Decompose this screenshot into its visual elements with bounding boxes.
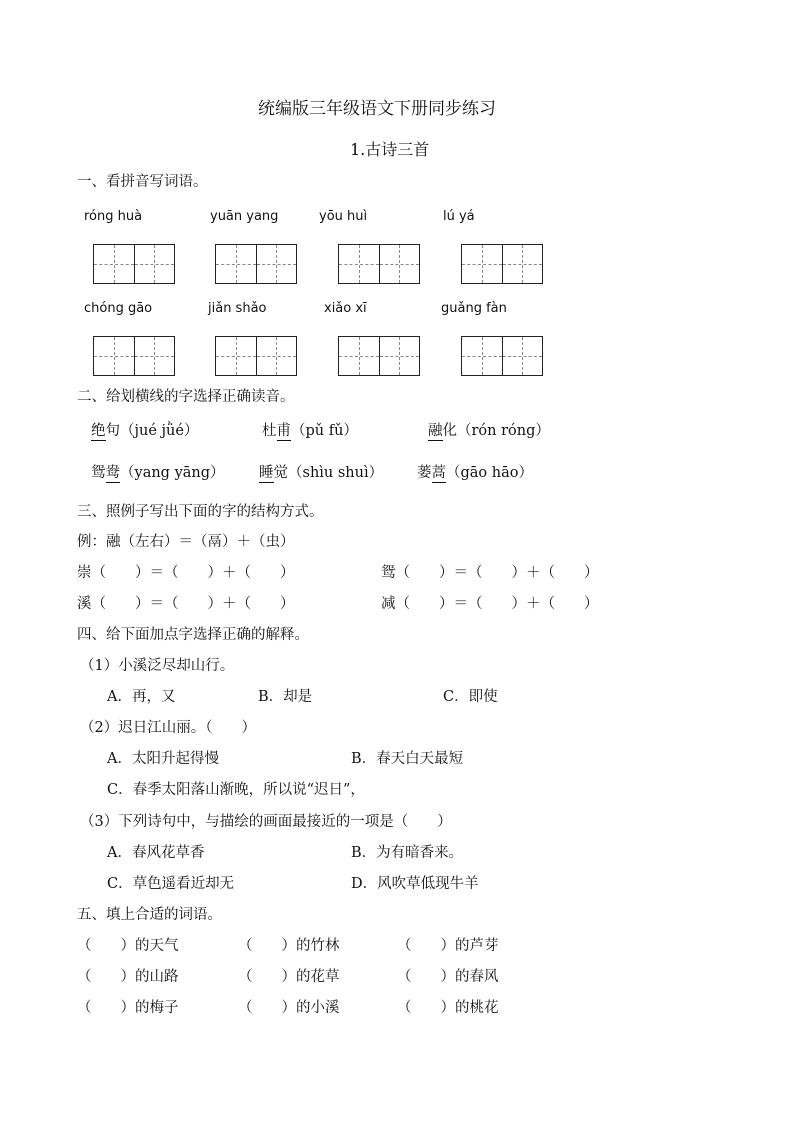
section1-heading: 一、看拼音写词语。 [77, 174, 208, 190]
reading-item: 蒌蒿（gāo hāo） [417, 465, 533, 481]
pinyin-6: jiǎn shǎo [208, 301, 267, 316]
reading-item: 绝句（jué jǜé） [91, 423, 199, 439]
fill-blank[interactable]: （ ）的桃花 [397, 1000, 499, 1016]
fill-blank[interactable]: （ ）的竹林 [238, 938, 340, 954]
writing-grid[interactable] [461, 244, 543, 284]
pinyin-7: xiǎo xī [324, 301, 367, 316]
writing-grid[interactable] [338, 244, 420, 284]
pinyin-4: lú yá [443, 209, 475, 224]
option[interactable]: B．却是 [258, 689, 313, 705]
structure-row[interactable]: 溪（ ）＝（ ）＋（ ） [77, 596, 295, 612]
reading-item: 融化（rón róng） [428, 423, 550, 439]
option[interactable]: A．春风花草香 [107, 845, 205, 861]
writing-grid[interactable] [215, 336, 297, 376]
question-3: （3）下列诗句中，与描绘的画面最接近的一项是（ ） [80, 814, 452, 830]
writing-grid[interactable] [461, 336, 543, 376]
option[interactable]: A．太阳升起得慢 [107, 751, 219, 767]
section4-heading: 四、给下面加点字选择正确的解释。 [77, 627, 309, 643]
option[interactable]: D．风吹草低现牛羊 [351, 876, 479, 892]
option[interactable]: A．再，又 [107, 689, 176, 705]
lesson-title: 1.古诗三首 [350, 140, 430, 159]
pinyin-1: róng huà [84, 209, 143, 224]
option[interactable]: B．春天白天最短 [351, 751, 464, 767]
pinyin-2: yuān yang [210, 209, 279, 224]
pinyin-3: yōu huì [319, 209, 368, 224]
structure-row[interactable]: 减（ ）＝（ ）＋（ ） [381, 596, 599, 612]
fill-blank[interactable]: （ ）的天气 [77, 938, 179, 954]
option[interactable]: B．为有暗香来。 [351, 845, 464, 861]
reading-item: 杜甫（pǔ fǔ） [262, 423, 358, 439]
pinyin-8: guǎng fàn [441, 301, 507, 316]
fill-blank[interactable]: （ ）的春风 [397, 969, 499, 985]
writing-grid[interactable] [93, 244, 175, 284]
writing-grid[interactable] [93, 336, 175, 376]
option[interactable]: C．即使 [443, 689, 498, 705]
section3-heading: 三、照例子写出下面的字的结构方式。 [77, 504, 324, 520]
writing-grid[interactable] [215, 244, 297, 284]
example-line: 例：融（左右）＝（鬲）＋（虫） [77, 534, 295, 550]
fill-blank[interactable]: （ ）的山路 [77, 969, 179, 985]
section5-heading: 五、填上合适的词语。 [77, 907, 222, 923]
pinyin-5: chóng gāo [84, 301, 153, 316]
question-1: （1）小溪泛尽却山行。 [80, 658, 235, 674]
structure-row[interactable]: 崇（ ）＝（ ）＋（ ） [77, 565, 295, 581]
fill-blank[interactable]: （ ）的小溪 [238, 1000, 340, 1016]
section2-heading: 二、给划横线的字选择正确读音。 [77, 389, 295, 405]
reading-item: 鸳鸯（yang yāng） [91, 465, 225, 481]
structure-row[interactable]: 鸳（ ）＝（ ）＋（ ） [381, 565, 599, 581]
page-title: 统编版三年级语文下册同步练习 [258, 99, 496, 119]
reading-item: 睡觉（shìu shuì） [259, 465, 384, 481]
fill-blank[interactable]: （ ）的芦芽 [397, 938, 499, 954]
question-2: （2）迟日江山丽。（ ） [80, 720, 256, 736]
fill-blank[interactable]: （ ）的梅子 [77, 1000, 179, 1016]
fill-blank[interactable]: （ ）的花草 [238, 969, 340, 985]
option[interactable]: C．春季太阳落山渐晚，所以说“迟日”， [107, 782, 365, 798]
writing-grid[interactable] [338, 336, 420, 376]
option[interactable]: C．草色遥看近却无 [107, 876, 235, 892]
